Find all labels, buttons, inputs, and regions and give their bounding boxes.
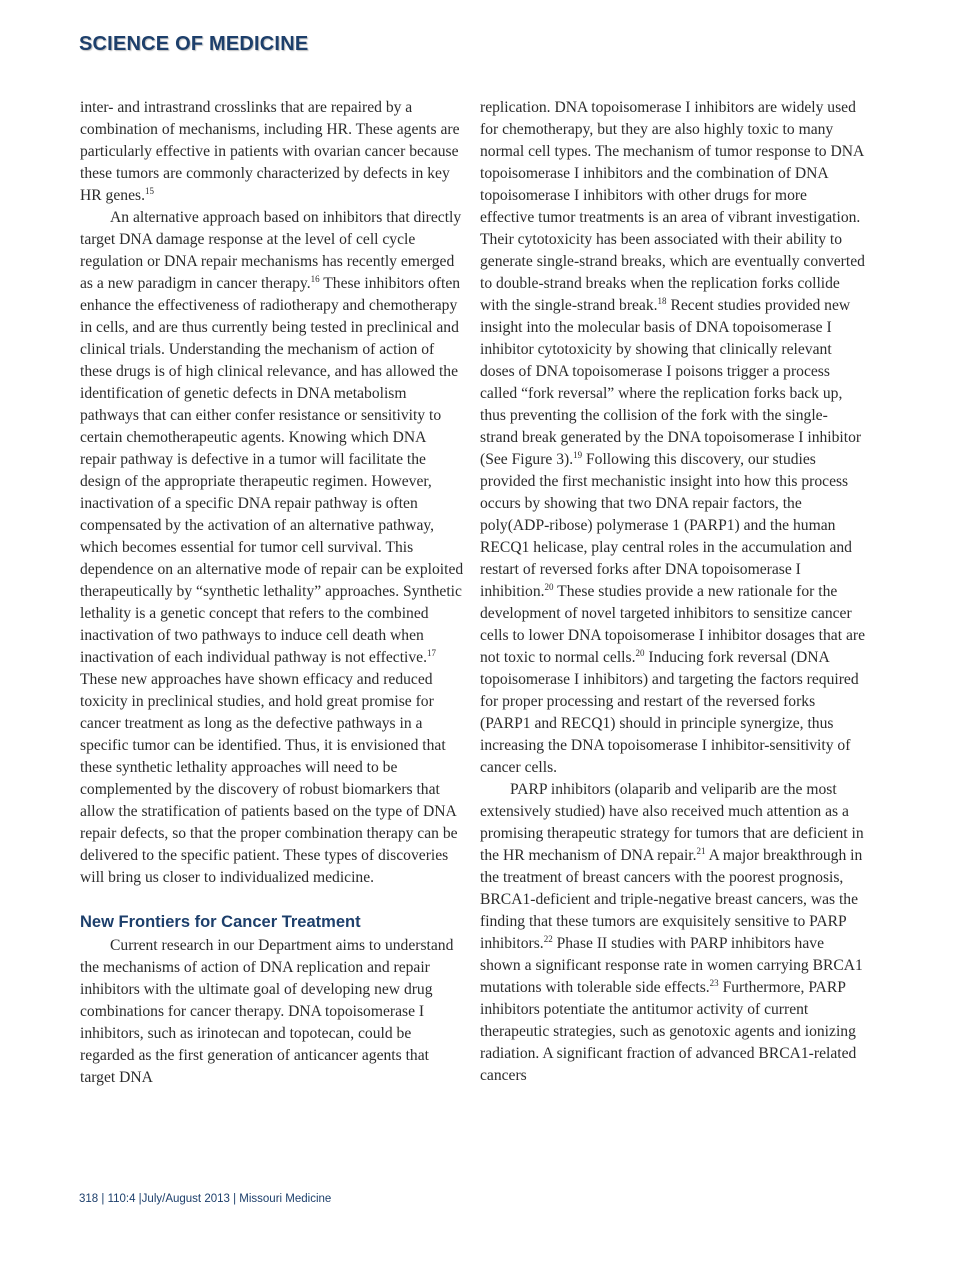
- text-run: An alternative approach based on inhibitors that directly target DNA damage response at the level of cell cycle regulation or DNA repair mechanisms has recently emerged as a new paradigm in cancer therapy.: [80, 209, 462, 292]
- citation-ref: 23: [709, 978, 719, 988]
- text-run: Current research in our Department aims to understand the mechanisms of action of DNA replication and repair inhibitors with the ultimate goal of developing new drug combinations for cancer therapy. DNA topoisomerase I inhibitors, such as irinotecan and topotecan, could be regarded as the first generation of anticancer agents that target DNA: [80, 937, 454, 1086]
- citation-ref: 15: [144, 186, 154, 196]
- left-column: [80, 97, 465, 1089]
- left-paragraph-2: [80, 207, 465, 889]
- citation-ref: 18: [657, 296, 667, 306]
- section-title: SCIENCE OF MEDICINE: [79, 33, 309, 55]
- subheading: New Frontiers for Cancer Treatment: [80, 913, 361, 931]
- left-paragraph-3: [80, 935, 465, 1089]
- text-run: Following this discovery, our studies provided the first mechanistic insight into how this process occurs by showing that two DNA repair factors, the poly(ADP-ribose) polymerase 1 (PARP1) and the human RECQ1 helicase, play central roles in the accumulation and restart of reversed forks after DNA topoisomerase I inhibition.: [480, 451, 852, 600]
- right-paragraph-1: [480, 97, 865, 779]
- text-run: inter- and intrastrand crosslinks that are repaired by a combination of mechanisms, including HR. These agents are particularly effective in patients with ovarian cancer because these tumors are commonly characterized by defects in key HR genes.: [80, 99, 460, 204]
- text-run: Furthermore, PARP inhibitors potentiate the antitumor activity of current therapeutic strategies, such as genotoxic agents and ionizing radiation. A significant fraction of advanced BRCA1-related cancers: [480, 979, 857, 1084]
- text-run: PARP inhibitors (olaparib and veliparib are the most extensively studied) have also received much attention as a promising therapeutic strategy for tumors that are deficient in the HR mechanism of DNA repair.: [480, 781, 864, 864]
- text-run: These inhibitors often enhance the effectiveness of radiotherapy and chemotherapy in cells, and are thus currently being tested in preclinical and clinical trials. Understanding the mechanism of action of these drugs is of high clinical relevance, and has allowed the identification of genetic defects in DNA metabolism pathways that can either confer resistance or sensitivity to certain chemotherapeutic agents. Knowing which DNA repair pathway is defective in a tumor will facilitate the design of the appropriate therapeutic regimen. However, inactivation of a specific DNA repair pathway is often compensated by the activation of an alternative pathway, which becomes essential for tumor cell survival. This dependence on an alternative mode of repair can be exploited therapeutically by “synthetic lethality” approaches. Synthetic lethality is a genetic concept that refers to the combined inactivation of two pathways to induce cell death when inactivation of each individual pathway is not effective.: [80, 275, 464, 666]
- citation-ref: 20: [544, 582, 554, 592]
- text-run: Recent studies provided new insight into the molecular basis of DNA topoisomerase I inhibitor cytotoxicity by showing that clinically relevant doses of DNA topoisomerase I poisons trigger a process called “fork reversal” where the replication forks back up, thus preventing the collision of the fork with the single-strand break generated by the DNA topoisomerase I inhibitor (See Figure 3).: [480, 297, 862, 468]
- citation-ref: 21: [696, 846, 706, 856]
- text-run: A major breakthrough in the treatment of breast cancers with the poorest prognosis, BRCA1-deficient and triple-negative breast cancers, was the finding that these tumors are exquisitely sensitive to PARP inhibitors.: [480, 847, 863, 952]
- text-run: Inducing fork reversal (DNA topoisomerase I inhibitors) and targeting the factors required for proper processing and restart of the reversed forks (PARP1 and RECQ1) should in principle synergize, thus increasing the DNA topoisomerase I inhibitor-sensitivity of cancer cells.: [480, 649, 859, 776]
- citation-ref: 22: [543, 934, 553, 944]
- text-run: These new approaches have shown efficacy and reduced toxicity in preclinical studies, and hold great promise for cancer treatment as long as the defective pathways in a specific tumor can be identified. Thus, it is envisioned that these synthetic lethality approaches will need to be complemented by the discovery of robust biomarkers that allow the stratification of patients based on the type of DNA repair defects, so that the proper combination therapy can be delivered to the specific patient. These types of discoveries will bring us closer to individualized medicine.: [80, 671, 458, 886]
- page-footer: 318 | 110:4 |July/August 2013 | Missouri Medicine: [79, 1193, 332, 1205]
- text-run: replication. DNA topoisomerase I inhibitors are widely used for chemotherapy, but they are also highly toxic to many normal cell types. The mechanism of tumor response to DNA topoisomerase I inhibitors and the combination of DNA topoisomerase I inhibitors with other drugs for more effective tumor treatments is an area of vibrant investigation. Their cytotoxicity has been associated with their ability to generate single-strand breaks, which are eventually converted to double-strand breaks when the replication forks collide with the single-strand break.: [480, 99, 865, 314]
- citation-ref: 19: [573, 450, 583, 460]
- right-column: [480, 97, 865, 1087]
- right-paragraph-2: [480, 779, 865, 1087]
- text-run: Phase II studies with PARP inhibitors have shown a significant response rate in women carrying BRCA1 mutations with tolerable side effects.: [480, 935, 863, 996]
- citation-ref: 20: [635, 648, 645, 658]
- citation-ref: 17: [427, 648, 436, 658]
- left-paragraph-1: [80, 97, 465, 207]
- citation-ref: 16: [310, 274, 320, 284]
- text-run: These studies provide a new rationale for the development of novel targeted inhibitors to sensitize cancer cells to lower DNA topoisomerase I inhibitor dosages that are not toxic to normal cells.: [480, 583, 865, 666]
